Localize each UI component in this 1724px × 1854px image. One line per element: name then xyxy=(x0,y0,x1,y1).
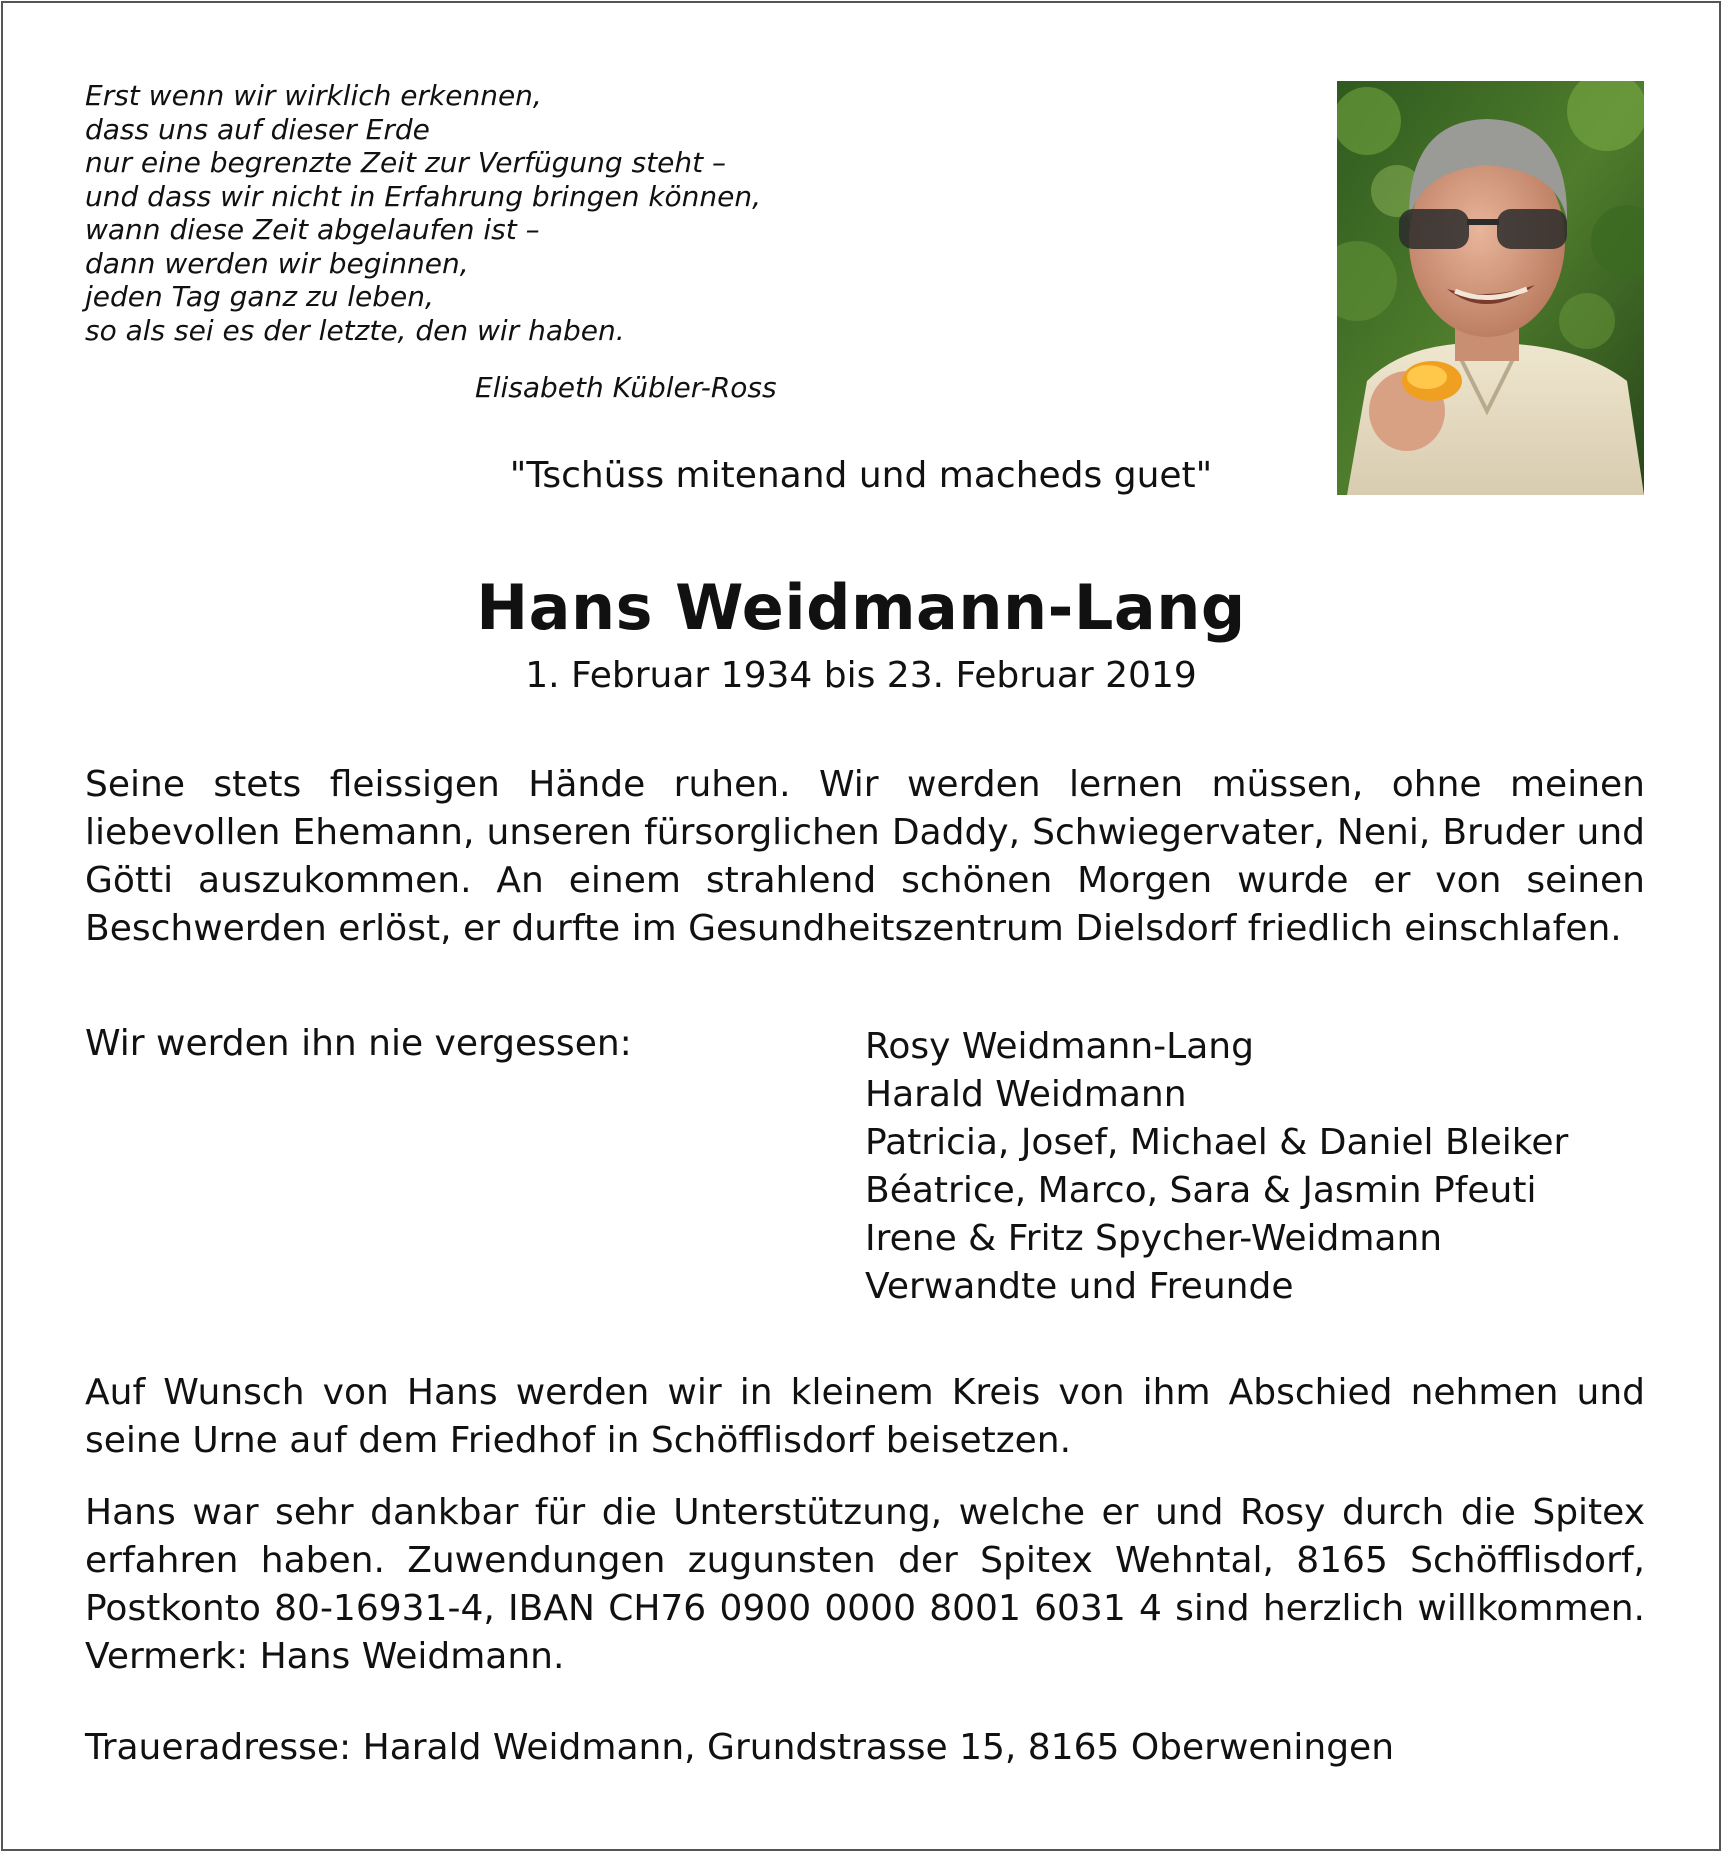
mourner-name: Verwandte und Freunde xyxy=(865,1266,1294,1307)
mourner-name: Harald Weidmann xyxy=(865,1074,1187,1115)
farewell-paragraph: Auf Wunsch von Hans werden wir in kleinem Kreis von ihm Abschied nehmen und seine Urne auf dem Friedhof in Schöfflisdorf beisetzen. xyxy=(85,1372,1645,1461)
deceased-name: Hans Weidmann-Lang xyxy=(476,571,1246,644)
mourners-label: Wir werden ihn nie vergessen: xyxy=(85,1023,632,1064)
mourner-name: Patricia, Josef, Michael & Daniel Bleiker xyxy=(865,1122,1569,1163)
poem-line: so als sei es der letzte, den wir haben. xyxy=(85,313,625,347)
poem-line: nur eine begrenzte Zeit zur Verfügung steht – xyxy=(85,146,726,179)
poem-line: wann diese Zeit abgelaufen ist – xyxy=(85,213,540,246)
intro-paragraph: Seine stets fleissigen Hände ruhen. Wir werden lernen müssen, ohne meinen liebevollen Ehemann, unseren fürsorglichen Daddy, Schwiegervater, Neni, Bruder und Götti auszukommen. An einem strahlend schönen Morgen wurde er von seinen Beschwerden erlöst, er durfte im Gesundheitszentrum Dielsdorf friedlich einschlafen. xyxy=(85,764,1645,949)
donations-paragraph: Hans war sehr dankbar für die Unterstützung, welche er und Rosy durch die Spitex erfahren haben. Zuwendungen zugunsten der Spitex Wehntal, 8165 Schöfflisdorf, Postkonto 80-16931-4, IBAN CH76 0900 0000 8001 6031 4 sind herzlich willkommen. Vermerk: Hans Weidmann. xyxy=(85,1492,1645,1677)
mourner-name: Béatrice, Marco, Sara & Jasmin Pfeuti xyxy=(865,1170,1537,1211)
obituary-notice xyxy=(1,1,1721,1851)
mourners-list xyxy=(865,1023,1568,1311)
mourner-name: Irene & Fritz Spycher-Weidmann xyxy=(865,1218,1443,1259)
portrait-photo xyxy=(1337,81,1644,495)
poem xyxy=(85,79,845,347)
poem-author: Elisabeth Kübler-Ross xyxy=(475,371,777,404)
poem-line: und dass wir nicht in Erfahrung bringen können, xyxy=(85,179,762,213)
poem-line: jeden Tag ganz zu leben, xyxy=(85,280,434,313)
poem-line: dass uns auf dieser Erde xyxy=(85,112,430,146)
mourning-address: Traueradresse: Harald Weidmann, Grundstrasse 15, 8165 Oberweningen xyxy=(85,1727,1395,1768)
motto-quote: "Tschüss mitenand und macheds guet" xyxy=(509,455,1213,496)
poem-line: dann werden wir beginnen, xyxy=(85,246,469,280)
poem-line: Erst wenn wir wirklich erkennen, xyxy=(85,79,542,112)
mourner-name: Rosy Weidmann-Lang xyxy=(865,1026,1254,1067)
life-dates: 1. Februar 1934 bis 23. Februar 2019 xyxy=(525,655,1197,696)
